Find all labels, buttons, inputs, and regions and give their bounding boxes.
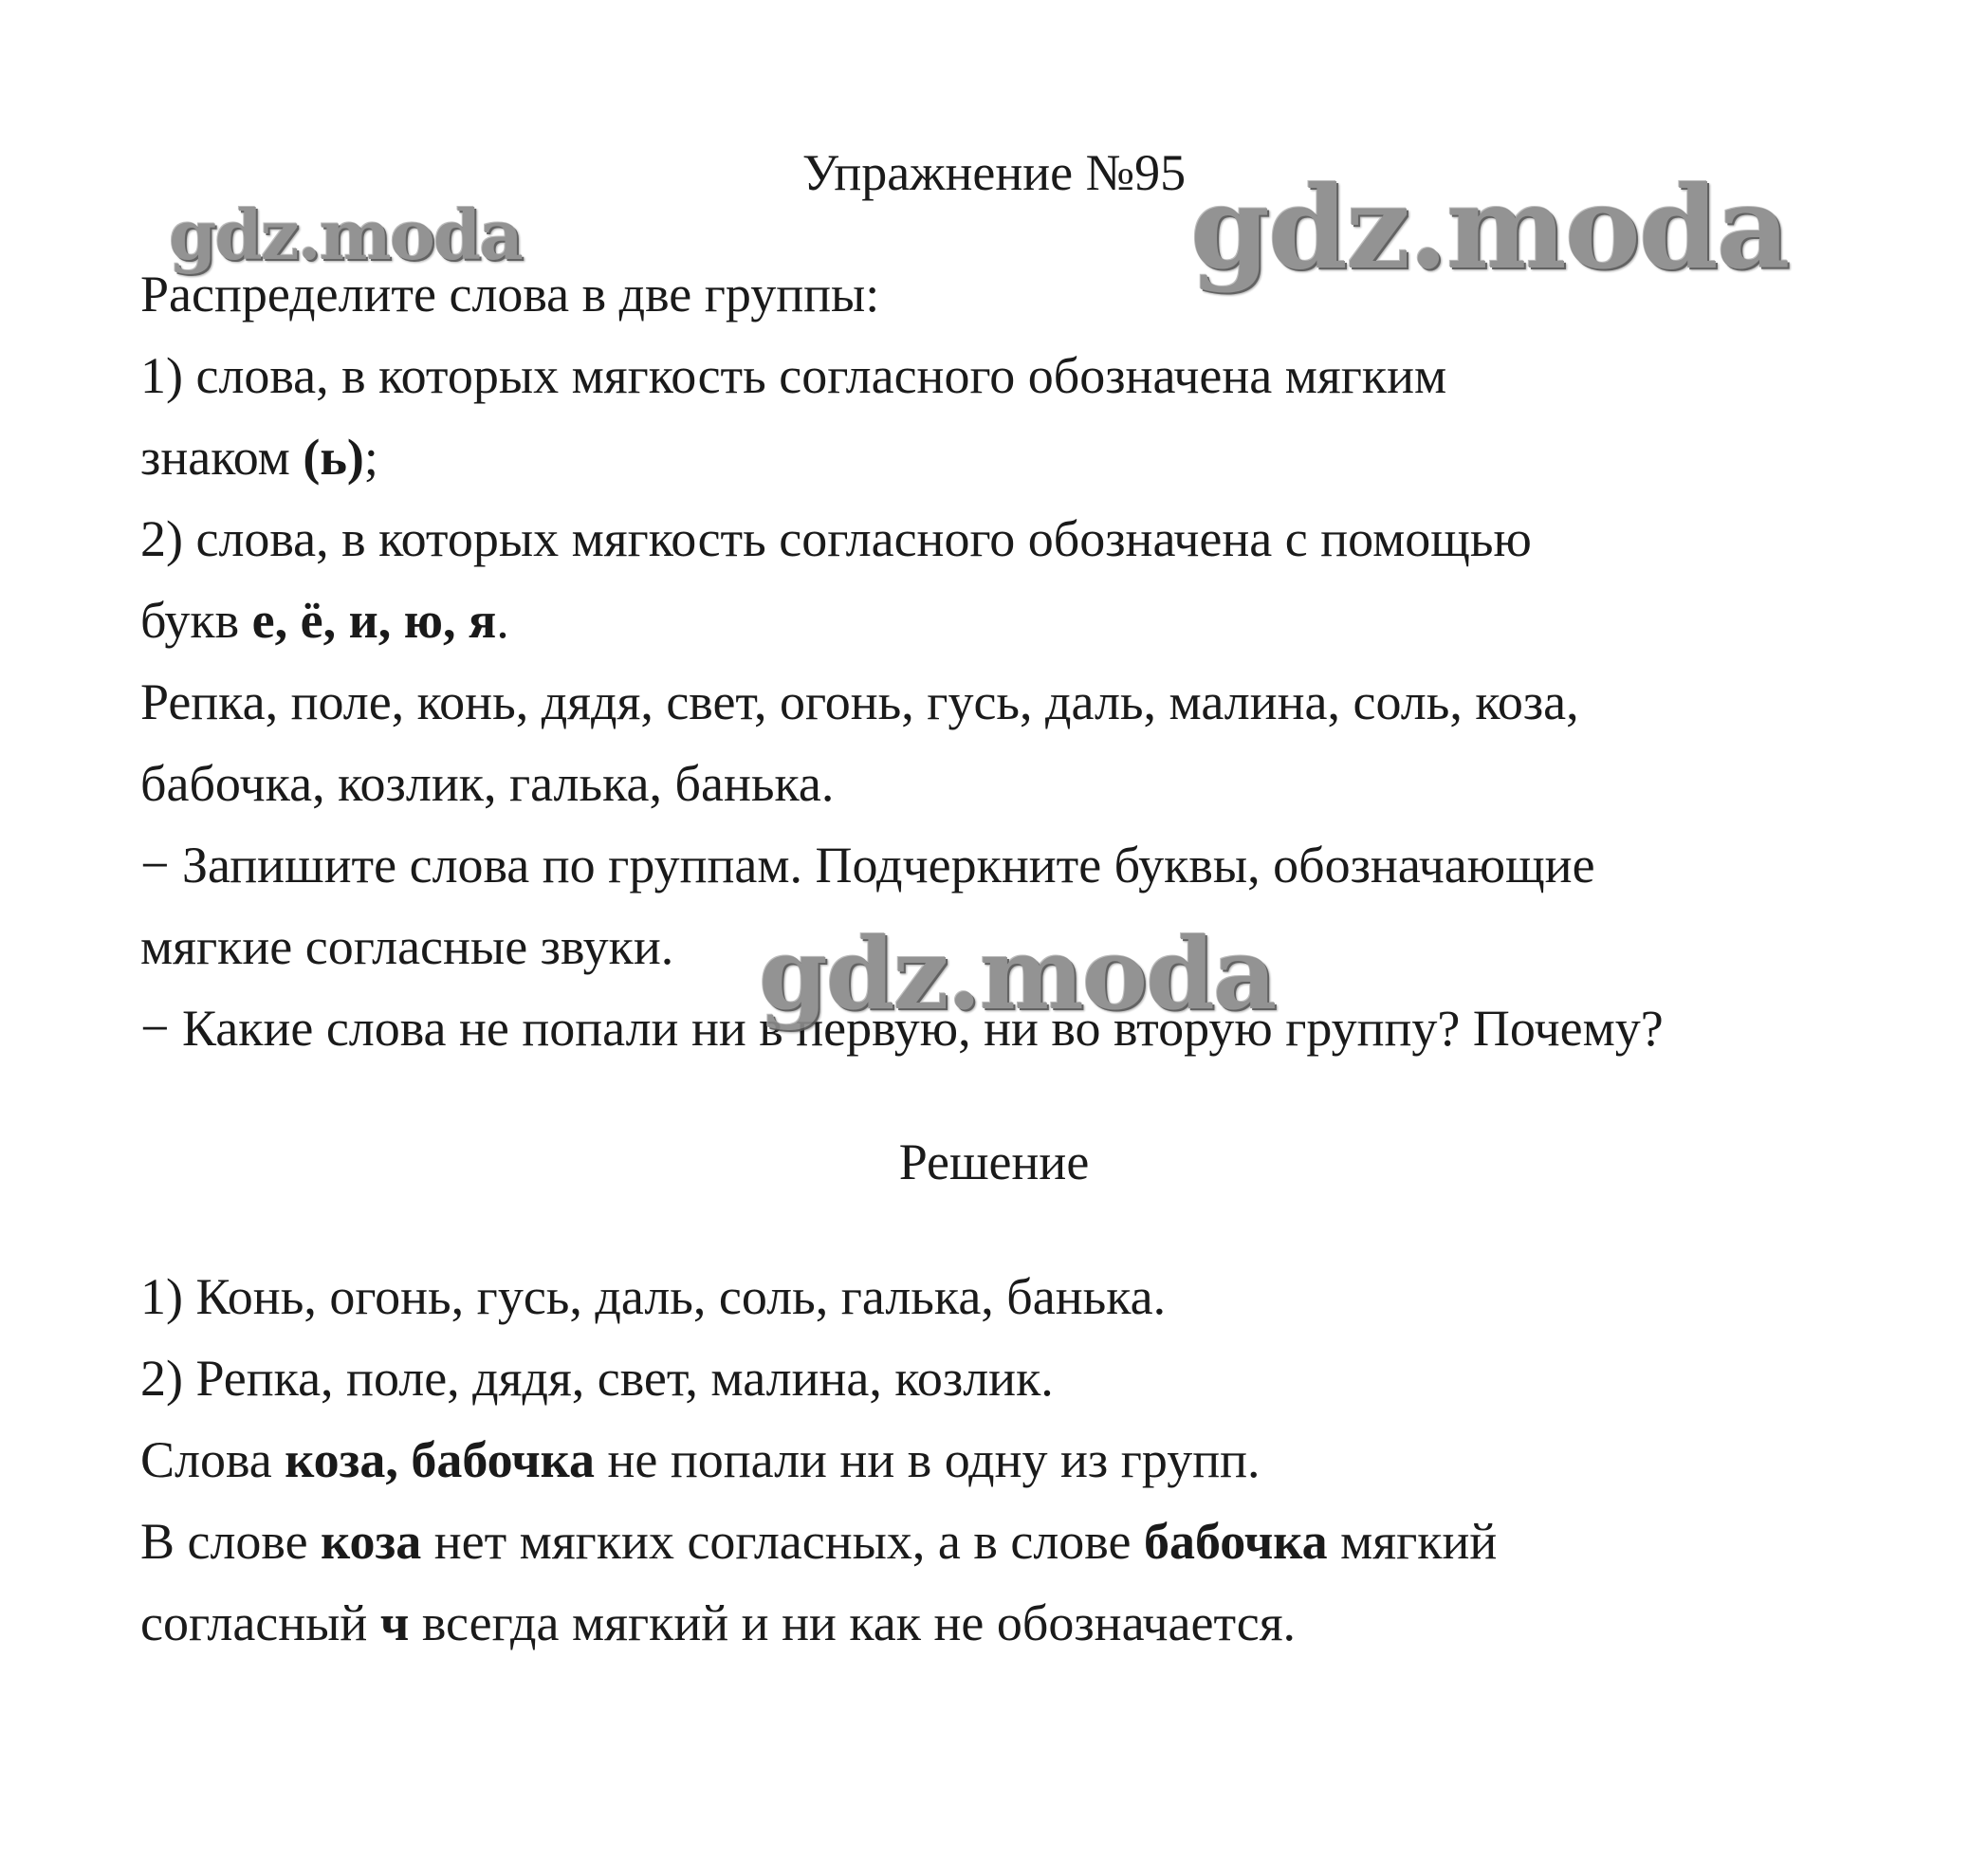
solution-group2: 2) Репка, поле, дядя, свет, малина, козлик.: [140, 1350, 1054, 1407]
question1-line1: − Запишите слова по группам. Подчеркните буквы, обозначающие: [140, 837, 1595, 894]
watermark-logo: gdz.moda: [169, 194, 522, 275]
task-item2-line2: букв е, ё, и, ю, я.: [140, 592, 509, 649]
solution-note2: В слове коза нет мягких согласных, а в слове бабочка мягкий: [140, 1513, 1498, 1570]
solution-heading: Решение: [898, 1133, 1090, 1190]
task-intro: Распределите слова в две группы:: [140, 266, 880, 322]
task-item1-line2: знаком (ь);: [140, 429, 378, 486]
watermark-logo: gdz.moda: [759, 915, 1276, 1032]
exercise-title: Упражнение №95: [801, 144, 1187, 201]
soft-sign-bold: (ь): [303, 429, 364, 486]
watermark-logo: gdz.moda: [1190, 161, 1789, 295]
task-item2-line1: 2) слова, в которых мягкость согласного обозначена с помощью: [140, 510, 1532, 567]
solution-note3: согласный ч всегда мягкий и ни как не обозначается.: [140, 1594, 1297, 1651]
task-item1-line1: 1) слова, в которых мягкость согласного обозначена мягким: [140, 347, 1447, 404]
word-list-line1: Репка, поле, конь, дядя, свет, огонь, гусь, даль, малина, соль, коза,: [140, 673, 1579, 730]
vowel-letters-bold: е, ё, и, ю, я: [251, 592, 497, 649]
word-list-line2: бабочка, козлик, галька, банька.: [140, 755, 835, 812]
question2: − Какие слова не попали ни в первую, ни во вторую группу? Почему?: [140, 1000, 1664, 1057]
solution-group1: 1) Конь, огонь, гусь, даль, соль, галька, банька.: [140, 1268, 1167, 1325]
solution-note1: Слова коза, бабочка не попали ни в одну из групп.: [140, 1431, 1261, 1488]
question1-line2: мягкие согласные звуки.: [140, 918, 674, 975]
